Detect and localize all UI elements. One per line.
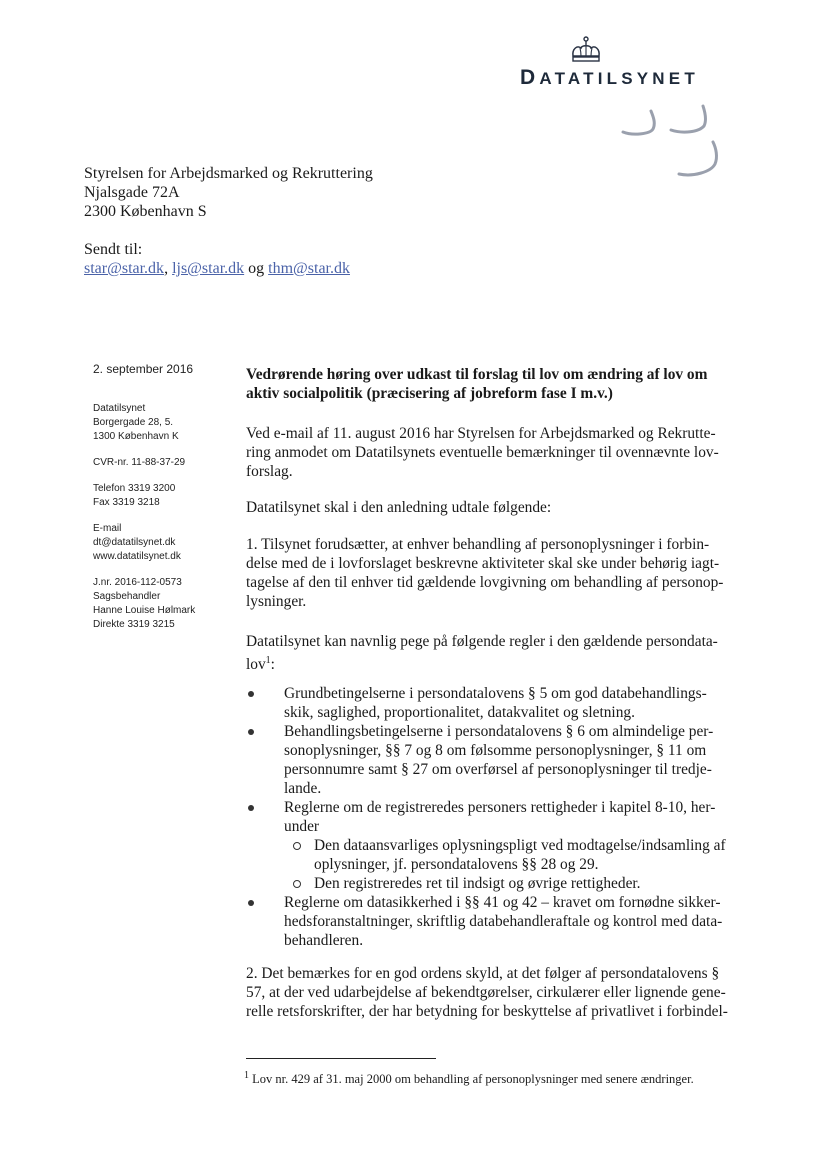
footnote-reference: 1 <box>265 655 271 666</box>
recipient-line: 2300 København S <box>84 203 207 220</box>
paragraph-1: 1. Tilsynet forudsætter, at enhver behandling af personoplysninger i forbin- delse med de i lovforslaget beskrevne aktiviteter skal ske under behørig iagt- tagelse af den til enhver tid gældende lovgivning om behandling af personop- lysninger. <box>246 536 724 610</box>
paragraph-2: 2. Det bemærkes for en god ordens skyld, at det følger af persondatalovens § 57, at der ved udarbejdelse af bekendtgørelser, cirkulærer eller lignende gene- relle retsforskrifter, der har betydning for beskyttelse af privatlivet i forbindel- <box>246 965 728 1020</box>
phone-fax: Telefon 3319 3200 Fax 3319 3218 <box>93 483 176 508</box>
bullet-icon <box>248 691 254 697</box>
case-info: J.nr. 2016-112-0573 Sagsbehandler Hanne Louise Hølmark Direkte 3319 3215 <box>93 577 196 630</box>
email-web: E-mail dt@datatilsynet.dk www.datatilsynet.dk <box>93 523 181 562</box>
bullet-icon <box>248 805 254 811</box>
sent-to-label: Sendt til: <box>84 241 143 258</box>
list-item: Reglerne om datasikkerhed i §§ 41 og 42 – kravet om fornødne sikker- hedsforanstaltninger, skriftlig databehandleraftale og kontrol med data- behandleren. <box>246 893 751 950</box>
sender-address: Datatilsynet Borgergade 28, 5. 1300 København K <box>93 403 179 442</box>
bullet-icon <box>248 900 254 906</box>
crown-logo-icon <box>568 36 604 64</box>
sender-sidebar <box>93 362 233 644</box>
rules-list <box>246 684 751 950</box>
list-item: Reglerne om de registreredes personers rettigheder i kapitel 8-10, her- under <box>246 798 751 836</box>
recipient-line: Njalsgade 72A <box>84 184 180 201</box>
paragraph-statement: Datatilsynet skal i den anledning udtale følgende: <box>246 499 552 516</box>
list-item: Behandlingsbetingelserne i persondatalovens § 6 om almindelige per- sonoplysninger, §§ 7 og 8 om følsomme personoplysninger, § 11 om personnumre samt § 27 om overførsel af personoplysninger til tredje- lande. <box>246 722 751 798</box>
paragraph-rules-intro: Datatilsynet kan navnlig pege på følgende regler i den gældende persondata- lov$^1$: <box>246 633 718 674</box>
sent-to-block: Sendt til: star@star.dk, ljs@star.dk og thm@star.dk <box>84 241 350 277</box>
handwritten-checkmarks <box>615 102 730 182</box>
paragraph-intro: Ved e-mail af 11. august 2016 har Styrelsen for Arbejdsmarked og Rekrutte- ring anmodet om Datatilsynets eventuelle bemærkninger til ovennævnte lov- forslag. <box>246 425 719 480</box>
bullet-icon <box>248 729 254 735</box>
footnote-divider <box>246 1058 436 1059</box>
email-link-ljs[interactable]: ljs@star.dk <box>172 260 245 277</box>
footnote: $^1$ Lov nr. 429 af 31. maj 2000 om behandling af personoplysninger med senere ændringer. <box>244 1070 694 1087</box>
letter-heading: Vedrørende høring over udkast til forslag til lov om ændring af lov om aktiv socialpolitik (præcisering af jobreform fase I m.v.) <box>246 366 708 402</box>
sub-list-item: Den registreredes ret til indsigt og øvrige rettigheder. <box>246 874 751 893</box>
sub-list-item: Den dataansvarliges oplysningspligt ved modtagelse/indsamling af oplysninger, jf. persondatalovens §§ 28 og 29. <box>246 836 751 874</box>
email-link-thm[interactable]: thm@star.dk <box>268 260 350 277</box>
cvr-number: CVR-nr. 11-88-37-29 <box>93 457 186 468</box>
sub-bullet-icon <box>293 880 301 888</box>
recipient-line: Styrelsen for Arbejdsmarked og Rekruttering <box>84 165 373 182</box>
list-item: Grundbetingelserne i persondatalovens § 5 om god databehandlings- skik, saglighed, proportionalitet, datakvalitet og sletning. <box>246 684 751 722</box>
sub-bullet-icon <box>293 842 301 850</box>
recipient-address <box>84 164 373 221</box>
email-link-star[interactable]: star@star.dk <box>84 260 165 277</box>
letter-date: 2. september 2016 <box>93 362 194 376</box>
brand-wordmark: DATATILSYNET <box>520 66 699 89</box>
